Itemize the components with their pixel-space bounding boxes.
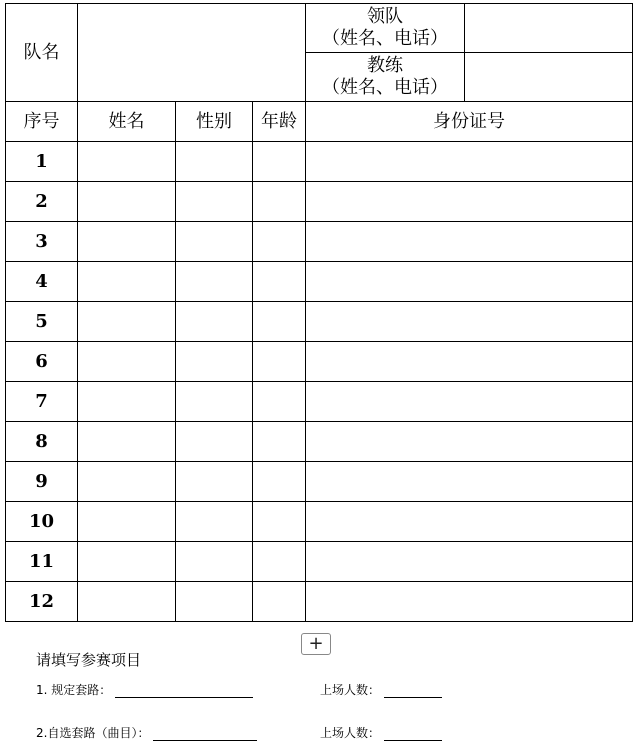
- row-number: 6: [6, 342, 78, 382]
- member-age-cell[interactable]: [253, 422, 306, 462]
- row-number: 8: [6, 422, 78, 462]
- leader-label-cell: [306, 4, 465, 53]
- member-gender-cell[interactable]: [176, 502, 253, 542]
- member-name-cell[interactable]: [78, 582, 176, 622]
- column-header-row: [6, 102, 633, 142]
- member-row: [6, 302, 633, 342]
- member-row: [6, 222, 633, 262]
- member-age-cell[interactable]: [253, 302, 306, 342]
- registration-table: [5, 3, 633, 622]
- coach-hint: （姓名、电话）: [322, 77, 449, 98]
- member-age-cell[interactable]: [253, 382, 306, 422]
- row-number: 12: [6, 582, 78, 622]
- member-gender-cell[interactable]: [176, 462, 253, 502]
- member-id-cell[interactable]: [306, 502, 633, 542]
- member-age-cell[interactable]: [253, 142, 306, 182]
- member-id-cell[interactable]: [306, 262, 633, 302]
- member-row: [6, 342, 633, 382]
- member-name-cell[interactable]: [78, 502, 176, 542]
- row-number: 1: [6, 142, 78, 182]
- member-id-cell[interactable]: [306, 462, 633, 502]
- member-name-cell[interactable]: [78, 342, 176, 382]
- col-header-id-number: 身份证号: [306, 102, 633, 142]
- row-number: 11: [6, 542, 78, 582]
- member-name-cell[interactable]: [78, 182, 176, 222]
- member-row: [6, 542, 633, 582]
- member-age-cell[interactable]: [253, 182, 306, 222]
- member-id-cell[interactable]: [306, 582, 633, 622]
- event-label-1: 1. 规定套路：: [36, 683, 112, 697]
- row-number: 2: [6, 182, 78, 222]
- member-id-cell[interactable]: [306, 382, 633, 422]
- event-label-2: 2.自选套路（曲目）：: [36, 726, 150, 740]
- member-age-cell[interactable]: [253, 342, 306, 382]
- coach-field[interactable]: [465, 53, 633, 102]
- event-count-input-2[interactable]: [384, 726, 442, 741]
- member-id-cell[interactable]: [306, 222, 633, 262]
- leader-label: 领队: [367, 6, 404, 27]
- row-number: 5: [6, 302, 78, 342]
- member-row: [6, 462, 633, 502]
- member-gender-cell[interactable]: [176, 422, 253, 462]
- leader-row: [6, 4, 633, 53]
- event-input-2[interactable]: [153, 726, 257, 741]
- member-row: [6, 142, 633, 182]
- leader-field[interactable]: [465, 4, 633, 53]
- member-age-cell[interactable]: [253, 542, 306, 582]
- col-header-name: 姓名: [78, 102, 176, 142]
- row-number: 7: [6, 382, 78, 422]
- member-id-cell[interactable]: [306, 422, 633, 462]
- member-id-cell[interactable]: [306, 302, 633, 342]
- member-row: [6, 502, 633, 542]
- member-gender-cell[interactable]: [176, 342, 253, 382]
- member-row: [6, 582, 633, 622]
- col-header-index: 序号: [6, 102, 78, 142]
- member-gender-cell[interactable]: [176, 262, 253, 302]
- event-count-label-2: 上场人数：: [320, 726, 381, 740]
- member-row: [6, 382, 633, 422]
- member-row: [6, 262, 633, 302]
- member-name-cell[interactable]: [78, 542, 176, 582]
- row-number: 4: [6, 262, 78, 302]
- member-name-cell[interactable]: [78, 142, 176, 182]
- member-age-cell[interactable]: [253, 582, 306, 622]
- add-row-button[interactable]: +: [301, 633, 331, 655]
- event-count-line-1: [320, 681, 442, 698]
- member-gender-cell[interactable]: [176, 542, 253, 582]
- member-gender-cell[interactable]: [176, 182, 253, 222]
- coach-label-cell: [306, 53, 465, 102]
- event-line-1: [36, 681, 253, 698]
- member-name-cell[interactable]: [78, 262, 176, 302]
- events-title: 请填写参赛项目: [36, 651, 142, 669]
- member-id-cell[interactable]: [306, 542, 633, 582]
- member-name-cell[interactable]: [78, 422, 176, 462]
- member-age-cell[interactable]: [253, 462, 306, 502]
- member-name-cell[interactable]: [78, 222, 176, 262]
- event-count-label-1: 上场人数：: [320, 683, 381, 697]
- member-gender-cell[interactable]: [176, 382, 253, 422]
- member-row: [6, 182, 633, 222]
- row-number: 10: [6, 502, 78, 542]
- member-gender-cell[interactable]: [176, 302, 253, 342]
- member-id-cell[interactable]: [306, 342, 633, 382]
- event-count-line-2: [320, 724, 442, 741]
- col-header-age: 年龄: [253, 102, 306, 142]
- event-count-input-1[interactable]: [384, 683, 442, 698]
- coach-label: 教练: [367, 55, 404, 76]
- member-row: [6, 422, 633, 462]
- row-number: 9: [6, 462, 78, 502]
- event-line-2: [36, 724, 257, 741]
- member-id-cell[interactable]: [306, 142, 633, 182]
- row-number: 3: [6, 222, 78, 262]
- member-id-cell[interactable]: [306, 182, 633, 222]
- col-header-gender: 性别: [176, 102, 253, 142]
- member-age-cell[interactable]: [253, 262, 306, 302]
- member-age-cell[interactable]: [253, 502, 306, 542]
- member-name-cell[interactable]: [78, 302, 176, 342]
- member-gender-cell[interactable]: [176, 582, 253, 622]
- team-name-label: 队名: [6, 4, 78, 102]
- member-name-cell[interactable]: [78, 382, 176, 422]
- event-input-1[interactable]: [115, 683, 253, 698]
- member-age-cell[interactable]: [253, 222, 306, 262]
- leader-hint: （姓名、电话）: [322, 28, 449, 49]
- member-gender-cell[interactable]: [176, 222, 253, 262]
- team-name-field[interactable]: [78, 4, 306, 102]
- member-gender-cell[interactable]: [176, 142, 253, 182]
- member-name-cell[interactable]: [78, 462, 176, 502]
